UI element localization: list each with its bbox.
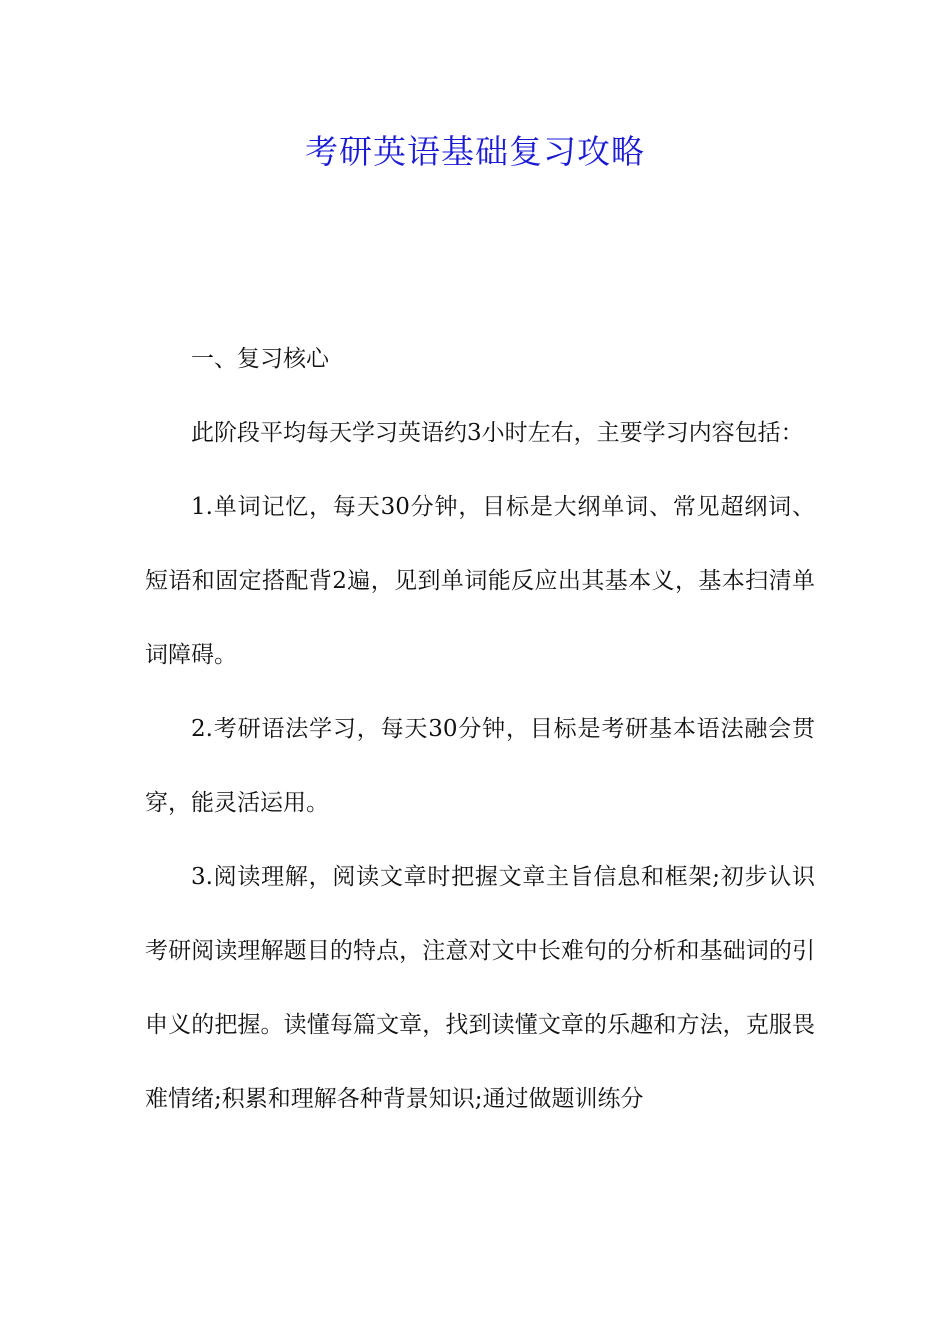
paragraph-reading: 3.阅读理解，阅读文章时把握文章主旨信息和框架;初步认识考研阅读理解题目的特点，注意对文中长难句的分析和基础词的引申义的把握。读懂每篇文章，找到读懂文章的乐趣和方法，克服畏难情绪;积累和理解各种背景知识;通过做题训练分	[145, 864, 815, 1112]
paragraph-vocabulary: 1.单词记忆，每天30分钟，目标是大纲单词、常见超纲词、短语和固定搭配背2遍，见到单词能反应出其基本义，基本扫清单词障碍。	[145, 494, 815, 668]
paragraph-intro: 此阶段平均每天学习英语约3小时左右，主要学习内容包括：	[191, 420, 804, 446]
document-body	[145, 322, 815, 1136]
document-title: 考研英语基础复习攻略	[305, 132, 645, 171]
section-heading: 一、复习核心	[191, 346, 329, 372]
paragraph-grammar: 2.考研语法学习，每天30分钟，目标是考研基本语法融会贯穿，能灵活运用。	[145, 716, 815, 816]
